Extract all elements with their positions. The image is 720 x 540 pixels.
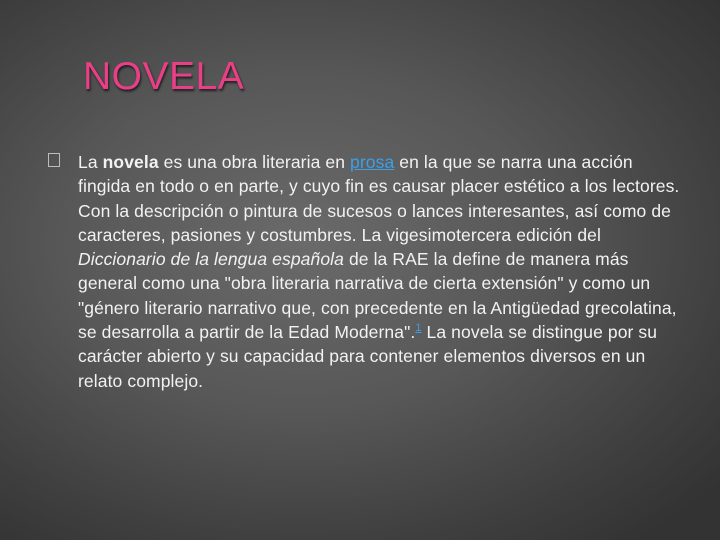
square-bullet-icon bbox=[48, 153, 60, 167]
bold-term-novela: novela bbox=[102, 152, 159, 172]
text-segment: es una obra literaria en bbox=[158, 152, 351, 172]
slide-title: NOVELA bbox=[83, 55, 245, 98]
italic-dictionary-title: Diccionario de la lengua española bbox=[78, 249, 344, 270]
footnote-link[interactable]: 1 bbox=[415, 322, 422, 335]
text-segment: La bbox=[78, 152, 103, 172]
prosa-link[interactable]: prosa bbox=[350, 152, 395, 172]
text-segment: en la que se narra una acción fingida en todo o en parte, y cuyo fin es causar placer estético a los lectores. Con la descripción o pintura de sucesos o lances interesantes, así como de caracteres, pasiones y costumbres. La vigesimotercera edición del bbox=[78, 152, 680, 245]
text-segment: de la RAE la define de manera más general como una "obra literaria narrativa de cierta extensión" y como un "género literario narrativo que, con precedente en la Antigüedad grecolatina, se desarrolla a partir de la Edad Moderna". bbox=[78, 249, 677, 343]
text-segment: La novela se distingue por su carácter abierto y su capacidad para contener elementos diversos en un relato complejo. bbox=[78, 322, 658, 391]
body-paragraph bbox=[78, 150, 683, 393]
